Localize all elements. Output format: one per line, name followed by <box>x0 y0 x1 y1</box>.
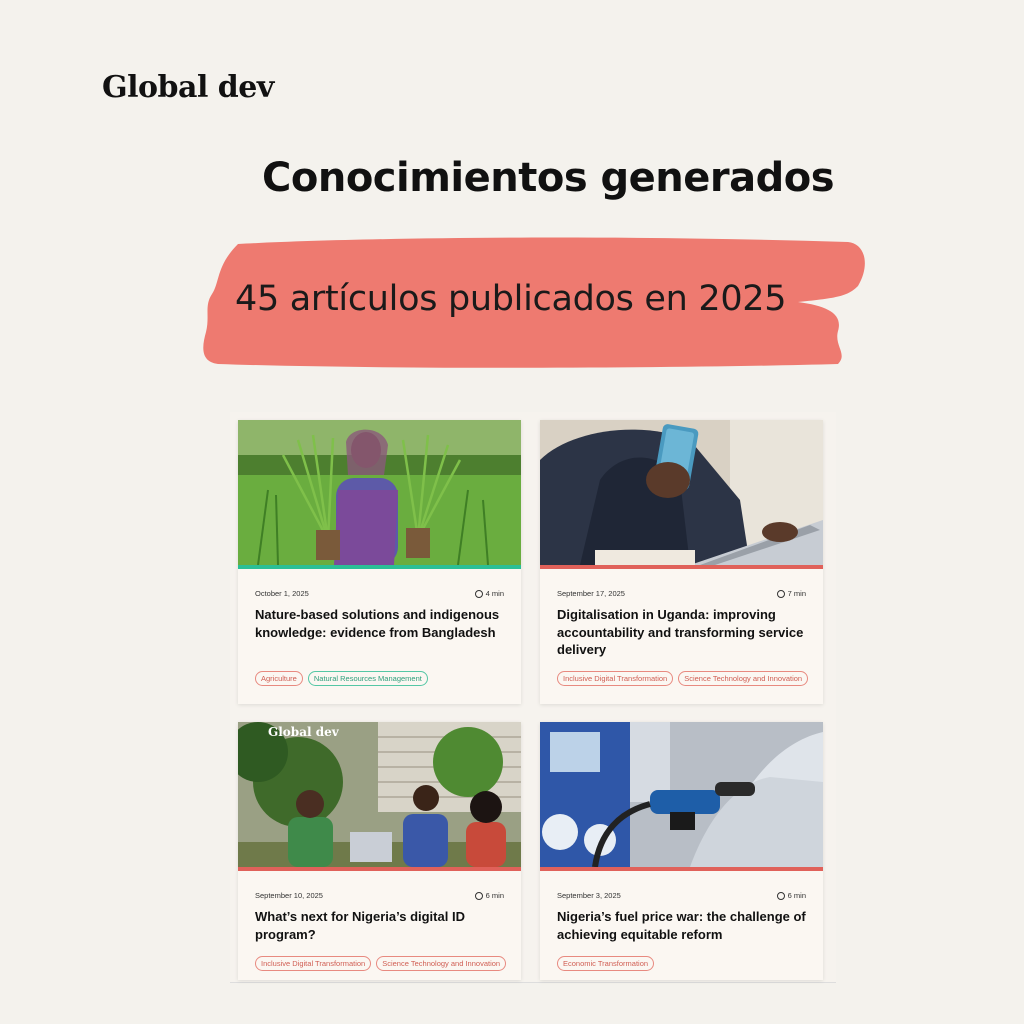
article-title[interactable]: Nature-based solutions and indigenous knowledge: evidence from Bangladesh <box>255 607 500 640</box>
accent-bar <box>238 867 521 871</box>
clock-icon <box>777 892 785 900</box>
tag-inclusive-digital-transformation[interactable]: Inclusive Digital Transformation <box>255 956 371 971</box>
article-image-rice-field <box>238 420 521 565</box>
articles-published-count: 45 artículos publicados en 2025 <box>235 279 787 319</box>
image-watermark: Global dev <box>268 725 339 739</box>
tag-economic-transformation[interactable]: Economic Transformation <box>557 956 654 971</box>
article-date: October 1, 2025 <box>255 589 309 598</box>
clock-icon <box>777 590 785 598</box>
article-date: September 10, 2025 <box>255 891 323 900</box>
read-time: 4 min <box>485 589 504 598</box>
accent-bar <box>540 867 823 871</box>
article-card-2[interactable] <box>540 420 823 704</box>
clock-icon <box>475 892 483 900</box>
article-date: September 3, 2025 <box>557 891 621 900</box>
tag-science-technology-innovation[interactable]: Science Technology and Innovation <box>376 956 506 971</box>
clock-icon <box>475 590 483 598</box>
tag-inclusive-digital-transformation[interactable]: Inclusive Digital Transformation <box>557 671 673 686</box>
article-title[interactable]: Digitalisation in Uganda: improving accountability and transforming service delivery <box>557 607 804 657</box>
read-time: 6 min <box>485 891 504 900</box>
tag-natural-resources-management[interactable]: Natural Resources Management <box>308 671 428 686</box>
tag-agriculture[interactable]: Agriculture <box>255 671 303 686</box>
article-title[interactable]: What’s next for Nigeria’s digital ID program? <box>255 909 465 942</box>
article-card-1[interactable] <box>238 420 521 704</box>
accent-bar <box>540 565 823 569</box>
article-image-phone-laptop <box>540 420 823 565</box>
page-title: Conocimientos generados <box>262 155 835 201</box>
article-date: September 17, 2025 <box>557 589 625 598</box>
read-time: 7 min <box>787 589 806 598</box>
accent-bar <box>238 565 521 569</box>
tag-science-technology-innovation[interactable]: Science Technology and Innovation <box>678 671 808 686</box>
read-time: 6 min <box>787 891 806 900</box>
article-image-group-meeting <box>238 722 521 867</box>
global-dev-logo: Global dev <box>102 70 274 105</box>
article-image-fuel-nozzle <box>540 722 823 867</box>
article-card-4[interactable] <box>540 722 823 980</box>
article-card-3[interactable] <box>238 722 521 980</box>
article-title[interactable]: Nigeria’s fuel price war: the challenge of achieving equitable reform <box>557 909 806 942</box>
article-grid <box>230 412 836 983</box>
